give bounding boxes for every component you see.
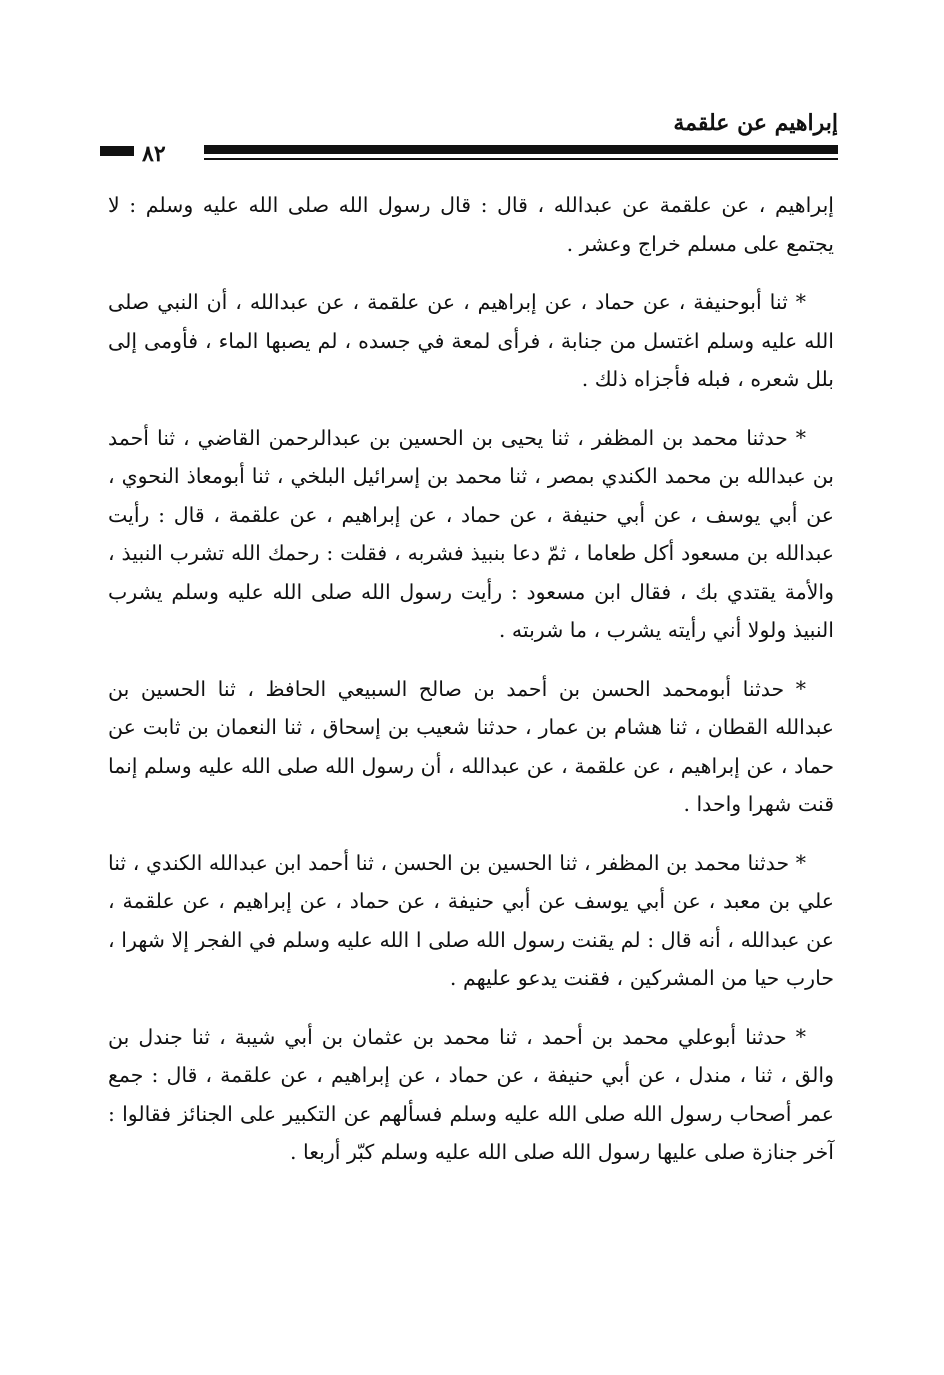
page-number: ٨٢: [142, 141, 166, 167]
body-text: [108, 186, 834, 1192]
paragraph: * حدثنا أبومحمد الحسن بن أحمد بن صالح السبيعي الحافظ ، ثنا الحسين بن عبدالله القطان ، ثنا هشام بن عمار ، حدثنا شعيب بن إسحاق ، ثنا النعمان بن ثابت عن حماد ، عن إبراهيم ، عن علقمة ، عن عبدالله ، أن رسول الله صلى الله عليه وسلم إنما قنت شهرا واحدا .: [108, 676, 834, 816]
paragraph: * حدثنا محمد بن المظفر ، ثنا يحيى بن الحسين بن عبدالرحمن القاضي ، ثنا أحمد بن عبدالله بن محمد الكندي بمصر ، ثنا محمد بن إسرائيل البلخي ، ثنا أبومعاذ النحوي ، عن أبي يوسف ، عن أبي حنيفة ، عن حماد ، عن إبراهيم ، عن علقمة ، قال : رأيت عبدالله بن مسعود أكل طعاما ، ثمّ دعا بنبيذ فشربه ، فقلت : رحمك الله تشرب النبيذ ، والأمة يقتدي بك ، فقال ابن مسعود : رأيت رسول الله صلى الله عليه وسلم يشرب النبيذ ولولا أني رأيته يشرب ، ما شربته .: [108, 425, 834, 642]
paragraph: * ثنا أبوحنيفة ، عن حماد ، عن إبراهيم ، عن علقمة ، عن عبدالله ، أن النبي صلى الله عليه وسلم اغتسل من جنابة ، فرأى لمعة في جسده ، لم يصبها الماء ، فأومى إلى بلل شعره ، فبله فأجزاه ذلك .: [108, 290, 834, 391]
header-rule-thick: [204, 145, 838, 154]
running-title: إبراهيم عن علقمة: [673, 110, 838, 136]
header-rule-thin: [204, 158, 838, 160]
header-rule-left: [100, 146, 134, 156]
paragraph: * حدثنا محمد بن المظفر ، ثنا الحسين بن الحسن ، ثنا أحمد ابن عبدالله الكندي ، ثنا علي بن معبد ، عن أبي يوسف عن أبي حنيفة ، عن حماد ، عن إبراهيم ، عن علقمة ، عن عبدالله ، أنه قال : لم يقنت رسول الله صلى ا الله عليه وسلم في الفجر إلا شهرا ، حارب حيا من المشركين ، فقنت يدعو عليهم .: [108, 850, 834, 990]
paragraph: إبراهيم ، عن علقمة عن عبدالله ، قال : قال رسول الله صلى الله عليه وسلم : لا يجتمع على مسلم خراج وعشر .: [108, 193, 834, 256]
paragraph: * حدثنا أبوعلي محمد بن أحمد ، ثنا محمد بن عثمان بن أبي شيبة ، ثنا جندل بن والق ، ثنا ، مندل ، عن أبي حنيفة ، عن حماد ، عن إبراهيم ، عن علقمة ، قال : جمع عمر أصحاب رسول الله صلى الله عليه وسلم فسألهم عن التكبير على الجنائز فقالوا : آخر جنازة صلى عليها رسول الله صلى الله عليه وسلم كبّر أربعا .: [108, 1024, 834, 1164]
page-header: [100, 108, 838, 168]
